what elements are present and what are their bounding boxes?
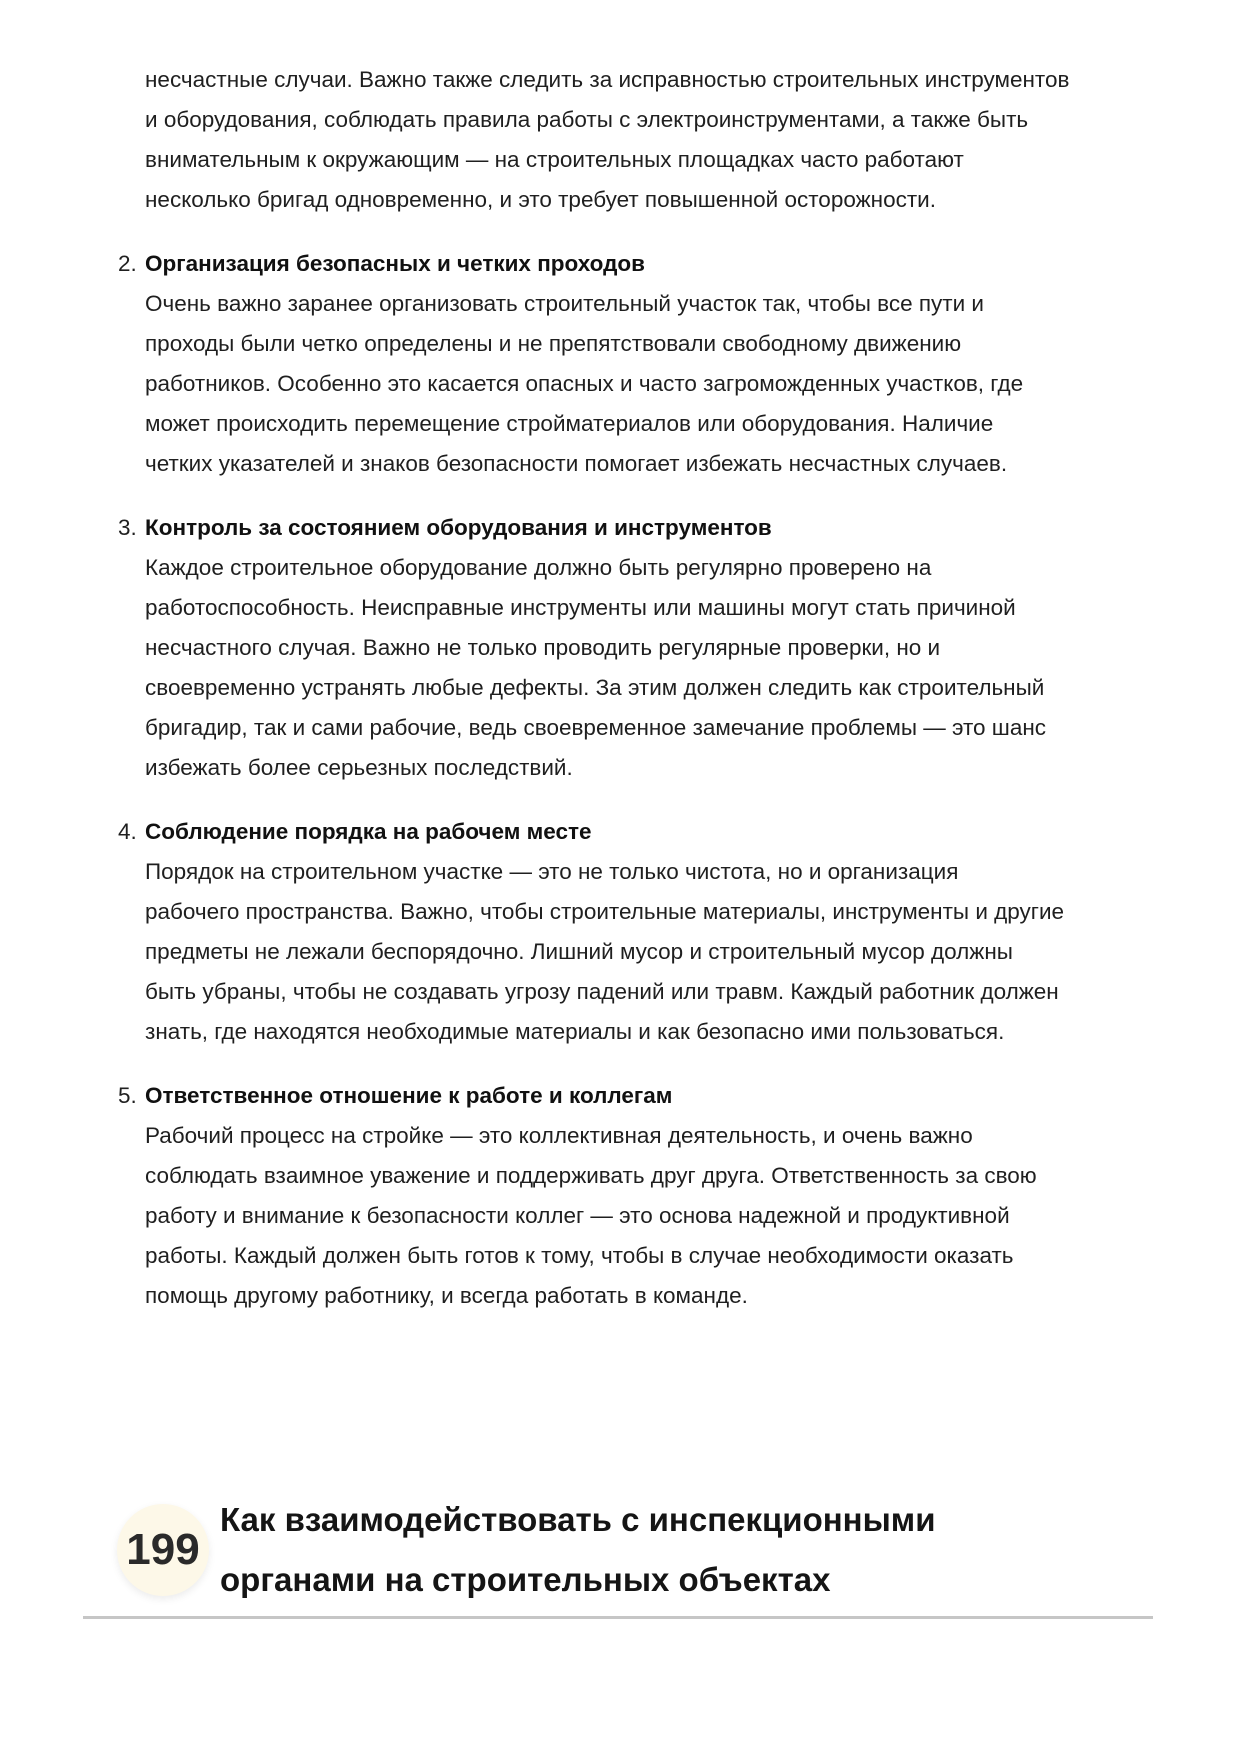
list-item [118,1076,1185,1316]
paragraph-line: рабочего пространства. Важно, чтобы строительные материалы, инструменты и другие [145,899,1065,924]
intro-paragraph [145,60,1185,220]
section-title-line: органами на строительных объектах [220,1561,831,1598]
list-item-title: Ответственное отношение к работе и коллегам [145,1083,673,1108]
paragraph-line: своевременно устранять любые дефекты. За этим должен следить как строительный [145,675,1045,700]
section-number-badge: 199 [117,1504,209,1596]
section-title [220,1490,935,1610]
paragraph-line: может происходить перемещение стройматериалов или оборудования. Наличие [145,411,994,436]
paragraph-line: соблюдать взаимное уважение и поддерживать друг друга. Ответственность за свою [145,1163,1037,1188]
section-title-line: Как взаимодействовать с инспекционными [220,1501,936,1538]
section-heading [83,1490,1153,1620]
list-item [118,244,1185,484]
paragraph-line: работоспособность. Неисправные инструменты или машины могут стать причиной [145,595,1016,620]
list-item-number: 3. [118,515,137,540]
paragraph-line: внимательным к окружающим — на строительных площадках часто работают [145,147,964,172]
paragraph-line: быть убраны, чтобы не создавать угрозу падений или травм. Каждый работник должен [145,979,1059,1004]
list-item-title: Организация безопасных и четких проходов [145,251,645,276]
numbered-list [118,244,1185,1316]
list-item [118,508,1185,788]
document-body [118,60,1185,1316]
paragraph-line: помощь другому работнику, и всегда работать в команде. [145,1283,748,1308]
paragraph-line: и оборудования, соблюдать правила работы с электроинструментами, а также быть [145,107,1029,132]
list-item-number: 5. [118,1083,137,1108]
list-item-title: Соблюдение порядка на рабочем месте [145,819,592,844]
paragraph-line: Каждое строительное оборудование должно быть регулярно проверено на [145,555,932,580]
paragraph-line: Порядок на строительном участке — это не только чистота, но и организация [145,859,959,884]
paragraph-line: несчастного случая. Важно не только проводить регулярные проверки, но и [145,635,941,660]
paragraph-line: работу и внимание к безопасности коллег — это основа надежной и продуктивной [145,1203,1010,1228]
list-item-number: 4. [118,819,137,844]
paragraph-line: Очень важно заранее организовать строительный участок так, чтобы все пути и [145,291,984,316]
section-divider [83,1616,1153,1619]
list-item-title: Контроль за состоянием оборудования и инструментов [145,515,772,540]
paragraph-line: работы. Каждый должен быть готов к тому, чтобы в случае необходимости оказать [145,1243,1014,1268]
paragraph-line: четких указателей и знаков безопасности помогает избежать несчастных случаев. [145,451,1008,476]
paragraph-line: работников. Особенно это касается опасных и часто загроможденных участков, где [145,371,1024,396]
paragraph-line: избежать более серьезных последствий. [145,755,573,780]
paragraph-line: знать, где находятся необходимые материалы и как безопасно ими пользоваться. [145,1019,1005,1044]
paragraph-line: Рабочий процесс на стройке — это коллективная деятельность, и очень важно [145,1123,973,1148]
paragraph-line: предметы не лежали беспорядочно. Лишний мусор и строительный мусор должны [145,939,1013,964]
paragraph-line: несколько бригад одновременно, и это требует повышенной осторожности. [145,187,936,212]
list-item [118,812,1185,1052]
paragraph-line: бригадир, так и сами рабочие, ведь своевременное замечание проблемы — это шанс [145,715,1047,740]
list-item-number: 2. [118,251,137,276]
paragraph-line: проходы были четко определены и не препятствовали свободному движению [145,331,962,356]
paragraph-line: несчастные случаи. Важно также следить за исправностью строительных инструментов [145,67,1070,92]
